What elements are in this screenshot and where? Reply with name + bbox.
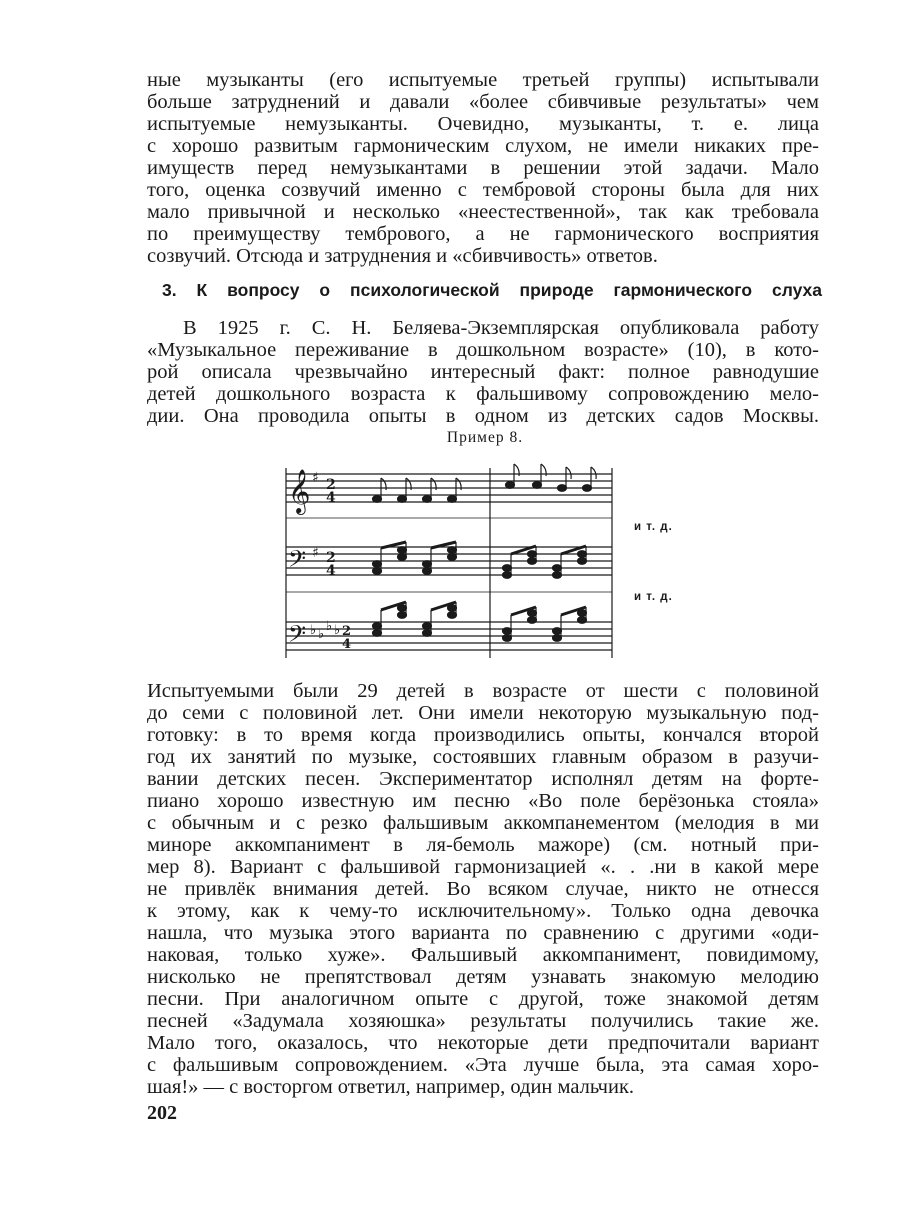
bass-clef-icon: 𝄢 [288,545,307,578]
time-signature-top: 2 [326,550,336,566]
note [373,478,387,502]
text-line: того, оценка созвучий именно с тембровой стороны была для них [147,179,819,201]
text-line: с хорошо развитым гармоническим слухом, не имели никаких пре- [147,135,819,157]
bass-clef-icon: 𝄢 [288,620,307,653]
text-line: песни. При аналогичном опыте с другой, тоже знакомой детям [147,988,819,1010]
text-line: с обычным и с резко фальшивым аккомпанементом (мелодия в ми [147,812,819,834]
text-line: испытуемые немузыканты. Очевидно, музыканты, т. е. лица [147,113,819,135]
chord-pair [373,602,407,636]
flat-icon: ♭ [310,623,317,638]
text-line: мер 8). Вариант с фальшивой гармонизацией «. . .ни в какой мере [147,856,819,878]
time-signature-top: 2 [342,624,352,639]
text-line: Мало того, оказалось, что некоторые дети предпочитали вариант [147,1032,819,1054]
note [506,464,520,488]
text-line: по преимуществу тембрового, а не гармонического восприятия [147,223,819,245]
text-line: мало привычной и несколько «неестественной», так как требовала [147,201,819,223]
page-number: 202 [147,1102,177,1124]
text-line: нашла, что музыка этого варианта по сравнению с другими «оди- [147,922,819,944]
text-line: к этому, как к чему-то исключительному». Только одна девочка [147,900,819,922]
text-line: до семи с половиной лет. Они имели некоторую музыкальную под- [147,702,819,724]
sharp-icon: ♯ [312,545,319,561]
time-signature-bottom: 4 [326,563,336,579]
example-label: Пример 8. [446,429,524,446]
note [533,464,547,488]
text-line: Испытуемыми были 29 детей в возрасте от шести с половиной [147,680,819,702]
treble-clef-icon: 𝄞 [288,469,311,513]
flat-icon: ♭ [326,619,333,634]
section-heading: 3. К вопросу о психологической природе гармонического слуха [162,280,822,300]
text-line: нисколько не препятствовал детям узнавать знакомую мелодию [147,966,819,988]
melody-notes [373,464,597,502]
text-line: год их занятий по музыке, состоявших главным образом в разучи- [147,746,819,768]
text-line: рой описала чрезвычайно интересный факт: полное равнодушие [147,361,819,383]
text-line: имуществ перед немузыкантами в решении этой задачи. Мало [147,157,819,179]
text-line: с фальшивым сопровождением. «Эта лучше была, эта самая хоро- [147,1054,819,1076]
sharp-icon: ♯ [312,470,319,486]
text-line: пиано хорошо известную им песню «Во поле берёзонька стояла» [147,790,819,812]
chord-pair [553,546,587,578]
note [448,478,462,502]
text-line: миноре аккомпанимент в ля-бемоль мажоре) (см. нотный при- [147,834,819,856]
time-signature-bottom: 4 [326,490,336,506]
text-line: «Музыкальное переживание в дошкольном возрасте» (10), в кото- [147,339,819,361]
score-annotation-etc: и т. д. [634,591,673,603]
text-line: В 1925 г. С. Н. Беляева-Экземплярская опубликовала работу [183,317,819,339]
flat-icon: ♭ [334,623,341,638]
time-signature-top: 2 [326,477,336,493]
score-annotation-etc: и т. д. [634,521,673,533]
chord-pair [423,602,457,636]
text-line: готовку: в то время когда производились опыты, кончался второй [147,724,819,746]
music-score-figure [282,458,622,666]
note [398,478,412,502]
text-line: вании детских песен. Экспериментатор исполнял детям на форте- [147,768,819,790]
text-line: дии. Она проводила опыты в одном из детских садов Москвы. [147,405,819,427]
text-line: не привлёк внимания детей. Во всяком случае, никто не отнесся [147,878,819,900]
text-line: ные музыканты (его испытуемые третьей группы) испытывали [147,69,819,91]
flat-icon: ♭ [318,627,325,642]
time-signature-bottom: 4 [342,637,352,652]
note [423,478,437,502]
text-line: песней «Задумала хозяюшка» результаты получились такие же. [147,1010,819,1032]
text-line: больше затруднений и давали «более сбивчивые результаты» чем [147,91,819,113]
text-line: шая!» — с восторгом ответил, например, один мальчик. [147,1076,635,1098]
chord-pair [503,546,537,578]
text-line: наковая, только хуже». Фальшивый аккомпанимент, повидимому, [147,944,819,966]
text-line: созвучий. Отсюда и затруднения и «сбивчивость» ответов. [147,245,658,267]
text-line: детей дошкольного возраста к фальшивому сопровождению мело- [147,383,819,405]
